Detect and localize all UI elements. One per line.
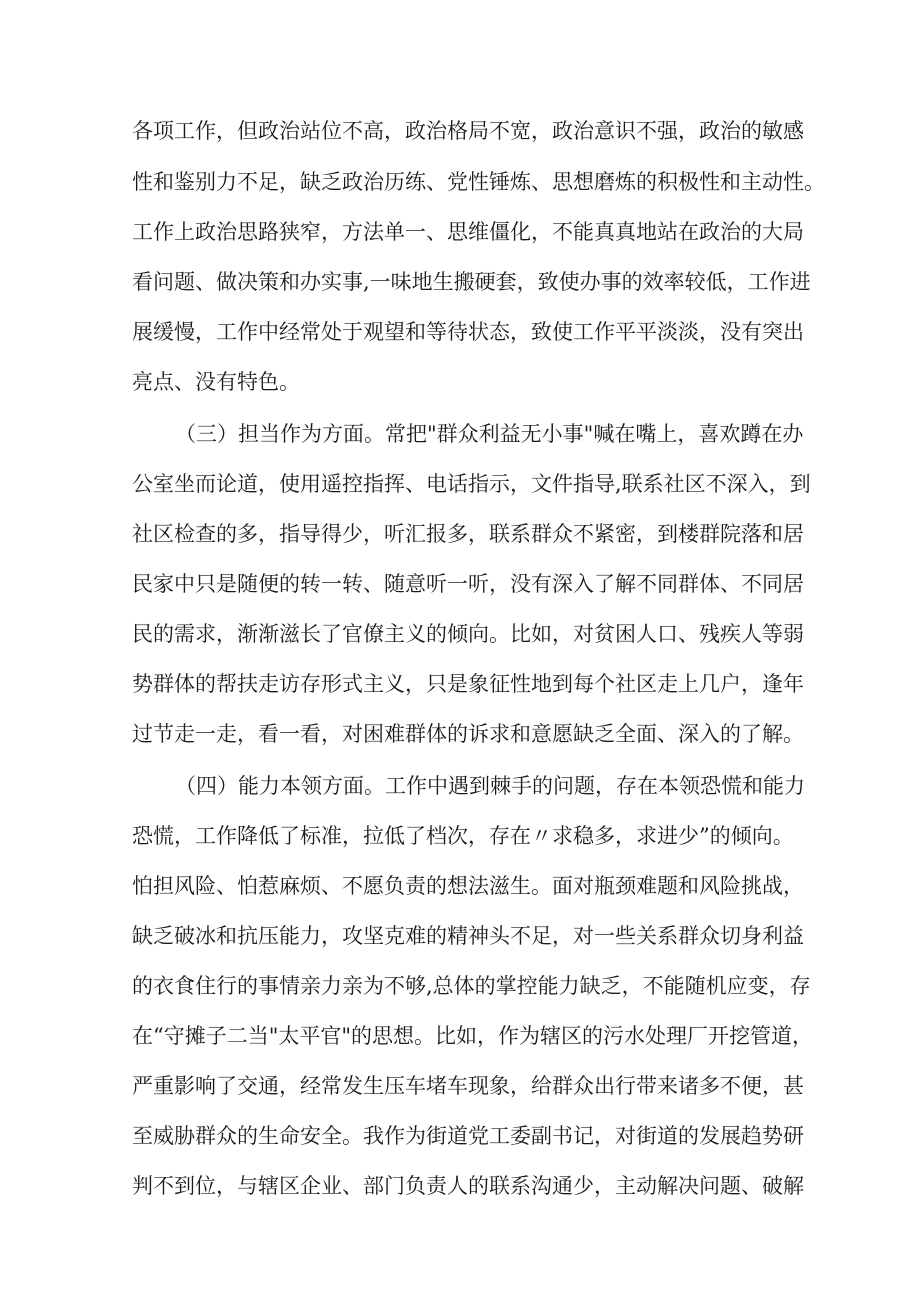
text-line: 工作上政治思路狭窄，方法单一、思维僵化，不能真真地站在政治的大局 xyxy=(132,220,804,244)
text-line: 亮点、没有特色。 xyxy=(132,370,300,394)
text-line: 看问题、做决策和办实事,一味地生搬硬套，致使办事的效率较低，工作进 xyxy=(132,270,811,294)
text-line: 的衣食住行的事情亲力亲为不够,总体的掌控能力缺乏，不能随机应变，存 xyxy=(132,974,811,998)
section-three-heading-line: （三）担当作为方面。常把"群众利益无小事"喊在嘴上，喜欢蹲在办 xyxy=(175,422,804,446)
text-line: 严重影响了交通，经常发生压车堵车现象，给群众出行带来诸多不便，甚 xyxy=(132,1074,804,1098)
section-four-heading-line: （四）能力本领方面。工作中遇到棘手的问题，存在本领恐慌和能力 xyxy=(175,774,805,798)
text-line: 怕担风险、怕惹麻烦、不愿负责的想法滋生。面对瓶颈难题和风险挑战， xyxy=(132,874,804,898)
text-line: 民家中只是随便的转一转、随意听一听，没有深入了解不同群体、不同居 xyxy=(132,572,804,596)
text-line: 民的需求，渐渐滋长了官僚主义的倾向。比如，对贫困人口、残疾人等弱 xyxy=(132,622,804,646)
text-line: 展缓慢，工作中经常处于观望和等待状态，致使工作平平淡淡，没有突出 xyxy=(132,320,804,344)
text-line: 至威胁群众的生命安全。我作为街道党工委副书记，对街道的发展趋势研 xyxy=(132,1124,804,1148)
text-line: 过节走一走，看一看，对困难群体的诉求和意愿缺乏全面、深入的了解。 xyxy=(132,722,804,746)
text-line: 公室坐而论道，使用遥控指挥、电话指示，文件指导,联系社区不深入，到 xyxy=(132,472,811,496)
text-line: 各项工作，但政治站位不高，政治格局不宽，政治意识不强，政治的敏感 xyxy=(132,119,804,143)
text-line: 社区检查的多，指导得少，听汇报多，联系群众不紧密，到楼群院落和居 xyxy=(132,522,804,546)
text-line: 恐慌，工作降低了标准，拉低了档次，存在〃求稳多，求进少”的倾向。 xyxy=(132,824,794,848)
text-line: 势群体的帮扶走访存形式主义，只是象征性地到每个社区走上几户，逢年 xyxy=(132,672,804,696)
text-line: 判不到位，与辖区企业、部门负责人的联系沟通少，主动解决问题、破解 xyxy=(132,1174,804,1198)
text-line: 缺乏破冰和抗压能力，攻坚克难的精神头不足，对一些关系群众切身利益 xyxy=(132,924,804,948)
text-line: 在“守摊子二当"太平官"的思想。比如，作为辖区的污水处理厂开挖管道， xyxy=(132,1024,814,1048)
text-line: 性和鉴别力不足，缺乏政治历练、党性锤炼、思想磨炼的积极性和主动性。 xyxy=(132,170,825,194)
